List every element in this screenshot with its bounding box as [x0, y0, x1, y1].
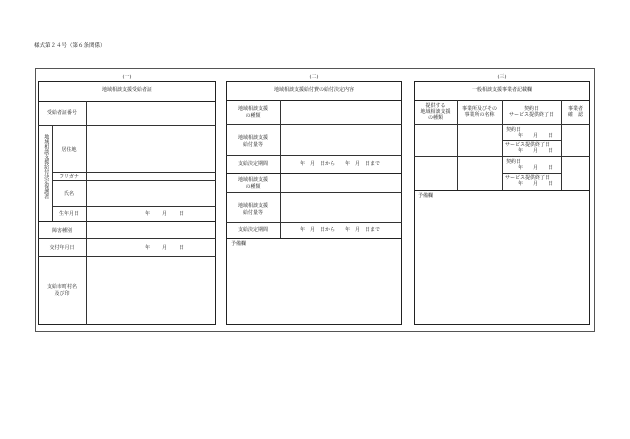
- decision-period-value-1: 年 月 日から 年 月 日まで: [300, 161, 381, 167]
- municipality-seal-label: 及び印: [54, 291, 70, 297]
- col-office-header-2: 事業所の名称: [464, 112, 495, 118]
- row1-end-label: サービス提供終了日: [505, 142, 551, 148]
- row2-end-label: サービス提供終了日: [505, 175, 551, 181]
- col-dates-header-2: サービス提供終了日: [508, 112, 554, 118]
- issue-date-label: 交付年月日: [49, 245, 75, 251]
- panel-3-notes-label: 予備欄: [418, 193, 434, 199]
- issue-day: 日: [179, 245, 185, 251]
- address-label: 居住地: [61, 147, 77, 153]
- issue-month: 月: [162, 245, 168, 251]
- row1-contract-label: 契約日: [506, 127, 522, 133]
- panel-2-header: 地域相談支援給付費の給付決定内容: [273, 87, 354, 93]
- name-label: 氏名: [63, 191, 74, 197]
- panel-1-header: 地域相談支援受給者証: [101, 87, 152, 93]
- col-service-type-header: 提供する: [425, 103, 446, 109]
- municipality-label: 支給市町村名: [46, 284, 77, 290]
- panel-3-header: 一般相談支援事業者記載欄: [471, 87, 532, 93]
- service-type-label-1: 地域相談支援: [237, 106, 268, 112]
- row1-contract-date: 年 月 日: [518, 133, 554, 139]
- col-confirm-header: 事業者: [567, 106, 583, 112]
- recipient-number-label: 受給者証番号: [46, 110, 77, 116]
- birth-day: 日: [179, 211, 185, 217]
- benefit-amount-label-2b: 給付量等: [242, 210, 263, 216]
- panel-1-number: (一): [122, 74, 132, 80]
- row2-contract-date: 年 月 日: [518, 165, 554, 171]
- row2-end-date: 年 月 日: [518, 181, 554, 187]
- birth-year: 年: [145, 211, 151, 217]
- panel-2-number: (二): [309, 74, 319, 80]
- guardian-side-label: 地域相談支援給付決定保護者: [43, 134, 50, 199]
- panel-2-notes-label: 予備欄: [231, 241, 247, 247]
- decision-period-value-2: 年 月 日から 年 月 日まで: [300, 227, 381, 233]
- birthdate-label: 生年月日: [58, 211, 79, 217]
- benefit-amount-label-1: 地域相談支援: [237, 135, 268, 141]
- col-office-header: 事業所及びその: [461, 106, 497, 112]
- birth-month: 月: [162, 211, 168, 217]
- issue-year: 年: [145, 245, 151, 251]
- decision-period-label-2: 支給決定期間: [237, 227, 268, 233]
- col-service-type-header-3: の種類: [427, 115, 443, 121]
- benefit-amount-label-2: 地域相談支援: [237, 203, 268, 209]
- service-type-label-2b: の種類: [245, 184, 261, 190]
- row2-contract-label: 契約日: [506, 159, 522, 165]
- panel-3-number: (三): [497, 74, 507, 80]
- disability-type-label: 障害種別: [51, 228, 72, 234]
- row1-end-date: 年 月 日: [518, 148, 554, 154]
- col-dates-header: 契約日: [523, 106, 539, 112]
- benefit-amount-label-1b: 給付量等: [242, 142, 263, 148]
- service-type-label-1b: の種類: [245, 113, 261, 119]
- col-service-type-header-2: 地域相談支援: [420, 109, 451, 115]
- form-title: 様式第２４号（第６条関係）: [34, 43, 106, 49]
- furigana-label: フリガナ: [59, 174, 79, 180]
- col-confirm-header-2: 確 認: [567, 112, 583, 118]
- decision-period-label-1: 支給決定期間: [237, 161, 268, 167]
- service-type-label-2: 地域相談支援: [237, 177, 268, 183]
